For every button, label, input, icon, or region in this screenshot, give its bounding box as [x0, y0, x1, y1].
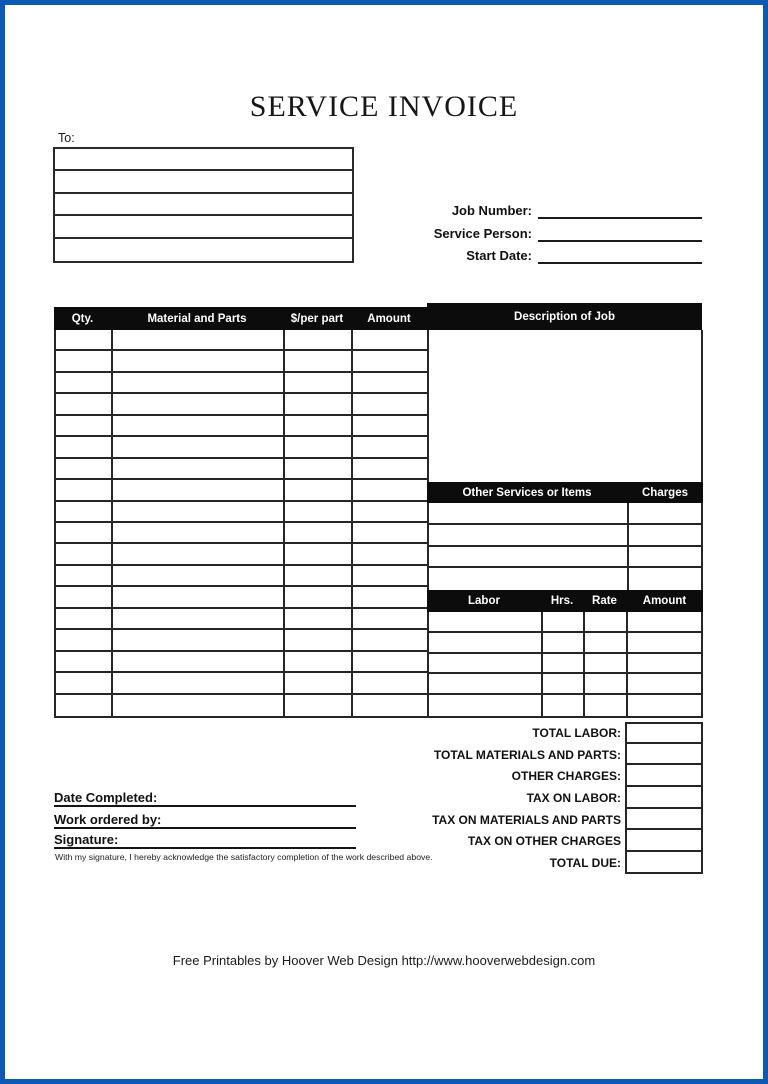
materials-cell-r4c3[interactable] — [285, 394, 353, 415]
labor-cell-r5c3[interactable] — [585, 695, 628, 716]
total-row — [305, 787, 703, 809]
materials-cell-r15c1[interactable] — [56, 630, 113, 651]
total-row — [305, 722, 703, 744]
main-table-header — [54, 307, 702, 330]
labor-cell-r4c2[interactable] — [543, 674, 585, 695]
labor-cell-r3c4[interactable] — [628, 654, 701, 675]
material-and-parts-column-header: Material and Parts — [147, 312, 247, 325]
materials-cell-r12c4[interactable] — [353, 566, 427, 587]
address-line-3[interactable] — [55, 194, 352, 216]
labor-column-header: Labor — [468, 595, 500, 607]
labor-cell-r2c2[interactable] — [543, 633, 585, 654]
materials-cell-r9c1[interactable] — [56, 502, 113, 523]
job-number-label: Job Number: — [451, 203, 532, 219]
description-of-job-box[interactable] — [427, 330, 703, 482]
labor-cell-r5c1[interactable] — [429, 695, 543, 716]
materials-cell-r18c2[interactable] — [113, 695, 285, 716]
price-per-part-column-header: $/per part — [290, 312, 344, 325]
materials-cell-r10c4[interactable] — [353, 523, 427, 544]
labor-cell-r1c2[interactable] — [543, 612, 585, 633]
work-ordered-by-field[interactable]: Work ordered by: — [54, 812, 356, 829]
materials-cell-r2c4[interactable] — [353, 351, 427, 372]
materials-cell-r1c3[interactable] — [285, 330, 353, 351]
address-line-5[interactable] — [55, 239, 352, 261]
materials-cell-r11c1[interactable] — [56, 544, 113, 565]
date-completed-field[interactable]: Date Completed: — [54, 790, 356, 807]
labor-cell-r5c4[interactable] — [628, 695, 701, 716]
materials-cell-r14c3[interactable] — [285, 609, 353, 630]
materials-cell-r3c4[interactable] — [353, 373, 427, 394]
tax-on-materials-and-parts-label: TAX ON MATERIALS AND PARTS — [432, 812, 621, 827]
materials-cell-r7c2[interactable] — [113, 459, 285, 480]
other-services-cell-r4c1[interactable] — [429, 568, 629, 590]
materials-cell-r6c3[interactable] — [285, 437, 353, 458]
materials-cell-r14c4[interactable] — [353, 609, 427, 630]
materials-cell-r5c2[interactable] — [113, 416, 285, 437]
tax-on-other-charges-box[interactable] — [625, 828, 703, 852]
materials-cell-r2c2[interactable] — [113, 351, 285, 372]
materials-cell-r17c3[interactable] — [285, 673, 353, 694]
materials-cell-r11c3[interactable] — [285, 544, 353, 565]
materials-cell-r5c3[interactable] — [285, 416, 353, 437]
other-services-table — [427, 503, 703, 590]
materials-cell-r3c2[interactable] — [113, 373, 285, 394]
materials-cell-r6c2[interactable] — [113, 437, 285, 458]
description-of-job-header: Description of Job — [427, 303, 702, 330]
other-services-cell-r1c1[interactable] — [429, 503, 629, 525]
materials-cell-r16c4[interactable] — [353, 652, 427, 673]
qty-column-header: Qty. — [71, 312, 94, 325]
start-date-input-line[interactable] — [538, 247, 702, 264]
labor-cell-r5c2[interactable] — [543, 695, 585, 716]
total-labor-label: TOTAL LABOR: — [532, 725, 621, 740]
labor-cell-r4c3[interactable] — [585, 674, 628, 695]
other-services-cell-r2c2[interactable] — [629, 525, 701, 547]
materials-cell-r17c2[interactable] — [113, 673, 285, 694]
service-person-input-line[interactable] — [538, 225, 702, 242]
tax-on-labor-label: TAX ON LABOR: — [526, 790, 621, 805]
materials-cell-r15c2[interactable] — [113, 630, 285, 651]
total-due-box[interactable] — [625, 850, 703, 874]
labor-cell-r3c3[interactable] — [585, 654, 628, 675]
materials-cell-r12c1[interactable] — [56, 566, 113, 587]
labor-cell-r1c3[interactable] — [585, 612, 628, 633]
materials-cell-r10c2[interactable] — [113, 523, 285, 544]
job-field-row — [380, 219, 702, 241]
materials-cell-r8c3[interactable] — [285, 480, 353, 501]
materials-cell-r8c2[interactable] — [113, 480, 285, 501]
service-person-label: Service Person: — [433, 225, 532, 241]
recipient-address-box[interactable] — [53, 147, 354, 263]
rate-column-header: Rate — [592, 595, 617, 607]
materials-cell-r5c1[interactable] — [56, 416, 113, 437]
tax-on-other-charges-label: TAX ON OTHER CHARGES — [467, 834, 621, 849]
materials-cell-r18c1[interactable] — [56, 695, 113, 716]
materials-cell-r8c4[interactable] — [353, 480, 427, 501]
materials-cell-r9c2[interactable] — [113, 502, 285, 523]
start-date-label: Start Date: — [466, 247, 532, 263]
job-number-input-line[interactable] — [538, 202, 702, 219]
charges-column-header: Charges — [641, 486, 689, 499]
labor-cell-r1c4[interactable] — [628, 612, 701, 633]
total-row — [305, 830, 703, 852]
other-services-cell-r4c2[interactable] — [629, 568, 701, 590]
materials-cell-r15c4[interactable] — [353, 630, 427, 651]
page-title: SERVICE INVOICE — [249, 90, 519, 123]
materials-cell-r16c3[interactable] — [285, 652, 353, 673]
materials-cell-r13c2[interactable] — [113, 587, 285, 608]
materials-cell-r14c2[interactable] — [113, 609, 285, 630]
other-services-cell-r3c1[interactable] — [429, 547, 629, 569]
materials-cell-r18c3[interactable] — [285, 695, 353, 716]
address-line-1[interactable] — [55, 149, 352, 171]
materials-cell-r15c3[interactable] — [285, 630, 353, 651]
total-row — [305, 765, 703, 787]
materials-cell-r1c4[interactable] — [353, 330, 427, 351]
address-line-2[interactable] — [55, 171, 352, 193]
materials-table — [54, 330, 429, 718]
materials-cell-r17c4[interactable] — [353, 673, 427, 694]
job-field-row — [380, 242, 702, 264]
labor-cell-r2c3[interactable] — [585, 633, 628, 654]
materials-cell-r14c1[interactable] — [56, 609, 113, 630]
materials-cell-r9c3[interactable] — [285, 502, 353, 523]
materials-cell-r1c1[interactable] — [56, 330, 113, 351]
materials-cell-r11c4[interactable] — [353, 544, 427, 565]
other-services-cell-r2c1[interactable] — [429, 525, 629, 547]
materials-cell-r4c2[interactable] — [113, 394, 285, 415]
tax-on-materials-and-parts-box[interactable] — [625, 807, 703, 831]
materials-cell-r2c3[interactable] — [285, 351, 353, 372]
materials-cell-r5c4[interactable] — [353, 416, 427, 437]
total-materials-and-parts-label: TOTAL MATERIALS AND PARTS: — [433, 747, 621, 762]
labor-cell-r3c1[interactable] — [429, 654, 543, 675]
materials-cell-r11c2[interactable] — [113, 544, 285, 565]
other-services-cell-r1c2[interactable] — [629, 503, 701, 525]
materials-cell-r18c4[interactable] — [353, 695, 427, 716]
other-charges-box[interactable] — [625, 763, 703, 787]
footer-credit-text: Free Printables by Hoover Web Design http://www.hooverwebdesign.com — [172, 953, 596, 968]
labor-cell-r4c1[interactable] — [429, 674, 543, 695]
labor-cell-r1c1[interactable] — [429, 612, 543, 633]
labor-amount-column-header: Amount — [642, 595, 687, 607]
total-row — [305, 809, 703, 831]
signature-acknowledgment-text: With my signature, I hereby acknowledge the satisfactory completion of the work described above. — [55, 852, 433, 862]
labor-cell-r4c4[interactable] — [628, 674, 701, 695]
materials-cell-r13c4[interactable] — [353, 587, 427, 608]
materials-cell-r8c1[interactable] — [56, 480, 113, 501]
materials-cell-r7c4[interactable] — [353, 459, 427, 480]
address-line-4[interactable] — [55, 216, 352, 238]
job-info-fields — [380, 197, 702, 264]
labor-table-header — [427, 590, 703, 612]
materials-cell-r10c3[interactable] — [285, 523, 353, 544]
materials-cell-r17c1[interactable] — [56, 673, 113, 694]
materials-cell-r1c2[interactable] — [113, 330, 285, 351]
other-charges-label: OTHER CHARGES: — [511, 769, 621, 784]
materials-cell-r7c3[interactable] — [285, 459, 353, 480]
to-label: To: — [58, 131, 75, 145]
total-labor-box[interactable] — [625, 722, 703, 744]
other-services-cell-r3c2[interactable] — [629, 547, 701, 569]
signature-field[interactable]: Signature: — [54, 832, 356, 849]
labor-table — [427, 612, 703, 718]
other-services-header — [427, 482, 703, 503]
amount-column-header: Amount — [367, 312, 411, 325]
materials-cell-r6c1[interactable] — [56, 437, 113, 458]
materials-cell-r16c2[interactable] — [113, 652, 285, 673]
hrs-column-header: Hrs. — [550, 595, 574, 607]
materials-cell-r9c4[interactable] — [353, 502, 427, 523]
materials-cell-r6c4[interactable] — [353, 437, 427, 458]
total-row — [305, 744, 703, 766]
materials-cell-r4c1[interactable] — [56, 394, 113, 415]
materials-cell-r13c3[interactable] — [285, 587, 353, 608]
job-field-row — [380, 197, 702, 219]
materials-cell-r12c2[interactable] — [113, 566, 285, 587]
materials-cell-r7c1[interactable] — [56, 459, 113, 480]
total-due-label: TOTAL DUE: — [549, 855, 621, 870]
labor-cell-r2c1[interactable] — [429, 633, 543, 654]
labor-cell-r2c4[interactable] — [628, 633, 701, 654]
materials-cell-r12c3[interactable] — [285, 566, 353, 587]
materials-cell-r13c1[interactable] — [56, 587, 113, 608]
materials-cell-r16c1[interactable] — [56, 652, 113, 673]
materials-cell-r4c4[interactable] — [353, 394, 427, 415]
total-materials-and-parts-box[interactable] — [625, 742, 703, 766]
materials-cell-r3c3[interactable] — [285, 373, 353, 394]
tax-on-labor-box[interactable] — [625, 785, 703, 809]
materials-cell-r3c1[interactable] — [56, 373, 113, 394]
materials-cell-r2c1[interactable] — [56, 351, 113, 372]
labor-cell-r3c2[interactable] — [543, 654, 585, 675]
materials-cell-r10c1[interactable] — [56, 523, 113, 544]
other-services-or-items-header: Other Services or Items — [462, 486, 592, 499]
